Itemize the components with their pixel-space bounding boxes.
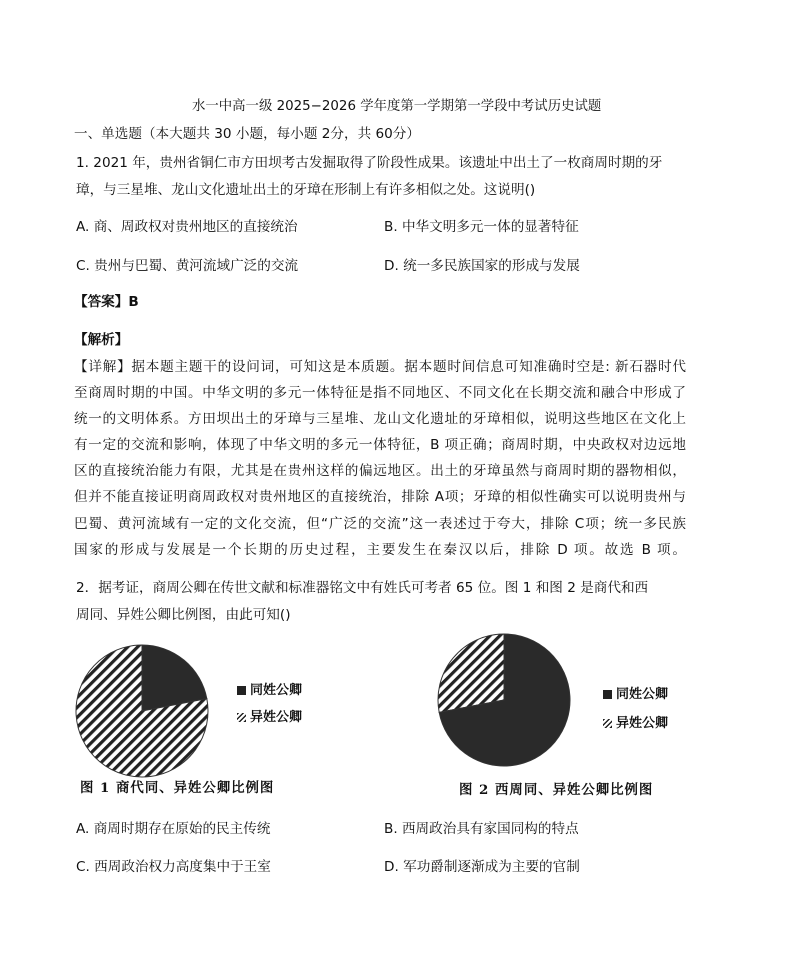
q2-option-d[interactable]: D. 军功爵制逐渐成为主要的官制 xyxy=(384,859,580,875)
q1-option-c[interactable]: C. 贵州与巴蜀、黄河流域广泛的交流 xyxy=(76,258,299,274)
figure2-legend-same-label: 同姓公卿 xyxy=(616,687,669,702)
q1-stem-line1: 1. 2021 年，贵州省铜仁市方田坝考古发掘取得了阶段性成果。该遗址中出土了一枚商周时期的牙 xyxy=(76,155,663,171)
q1-detail-line: 国家的形成与发展是一个长期的历史过程，主要发生在秦汉以后，排除 D 项。故选 B 项。 xyxy=(74,541,686,558)
q2-option-c[interactable]: C. 西周政治权力高度集中于王室 xyxy=(76,859,271,875)
figure2-legend-diff xyxy=(603,712,668,731)
q1-detail xyxy=(74,354,686,563)
figure2-legend-same xyxy=(603,683,668,702)
q2-stem-line1: 2．据考证，商周公卿在传世文献和标准器铭文中有姓氏可考者 65 位。图 1 和图 2 是商代和西 xyxy=(76,580,649,596)
figure2-caption: 图 2 西周同、异姓公卿比例图 xyxy=(459,782,654,798)
q1-detail-line: 至商周时期的中国。中华文明的多元一体特征是指不同地区、不同文化在长期交流和融合中形成了 xyxy=(74,385,686,402)
figure1-legend-diff xyxy=(237,706,302,725)
figure2-pie-chart xyxy=(434,630,574,770)
q1-option-d[interactable]: D. 统一多民族国家的形成与发展 xyxy=(384,258,580,274)
q2-option-a[interactable]: A. 商周时期存在原始的民主传统 xyxy=(76,821,271,837)
solid-square-icon xyxy=(237,686,246,695)
figure2-legend-diff-label: 异姓公卿 xyxy=(616,716,669,731)
q1-detail-line: 巴蜀、黄河流域有一定的文化交流，但“广泛的交流”这一表述过于夸大，排除 C项；统一多民族 xyxy=(74,515,686,532)
q1-option-a[interactable]: A. 商、周政权对贵州地区的直接统治 xyxy=(76,219,298,235)
q2-option-b[interactable]: B. 西周政治具有家国同构的特点 xyxy=(384,821,579,837)
q1-answer: 【答案】B xyxy=(74,294,139,310)
section-heading: 一、单选题（本大题共 30 小题，每小题 2分，共 60分） xyxy=(74,126,420,142)
pie-slice-different-surname xyxy=(438,634,504,712)
q1-detail-line: 区的直接统治能力有限，尤其是在贵州这样的偏远地区。出土的牙璋虽然与商周时期的器物相似， xyxy=(74,463,686,480)
hatched-square-icon xyxy=(603,719,612,728)
figure1-caption: 图 1 商代同、异姓公卿比例图 xyxy=(80,780,275,796)
q1-detail-line: 有一定的交流和影响，体现了中华文明的多元一体特征，B 项正确；商周时期，中央政权对边远地 xyxy=(74,437,686,454)
figure1-legend-same-label: 同姓公卿 xyxy=(250,683,303,698)
figure1-legend-diff-label: 异姓公卿 xyxy=(250,710,303,725)
q1-detail-line: 【详解】据本题主题干的设问词，可知这是本质题。据本题时间信息可知准确时空是: 新石器时代 xyxy=(74,359,686,375)
q2-stem-line2: 周同、异姓公卿比例图，由此可知() xyxy=(76,607,291,623)
solid-square-icon xyxy=(603,690,612,699)
figure1-legend-same xyxy=(237,679,302,698)
exam-title: 水一中高一级 2025−2026 学年度第一学期第一学段中考试历史试题 xyxy=(192,99,602,114)
figure1-pie-chart xyxy=(72,641,212,781)
q1-detail-line: 统一的文明体系。方田坝出土的牙璋与三星堆、龙山文化遗址的牙璋相似，说明这些地区在文化上 xyxy=(74,411,686,428)
hatched-square-icon xyxy=(237,713,246,722)
q1-stem-line2: 璋，与三星堆、龙山文化遗址出土的牙璋在形制上有许多相似之处。这说明() xyxy=(76,182,536,198)
q1-option-b[interactable]: B. 中华文明多元一体的显著特征 xyxy=(384,219,579,235)
q1-analysis-label: 【解析】 xyxy=(74,332,129,348)
q1-detail-line: 但并不能直接证明商周政权对贵州地区的直接统治，排除 A项；牙璋的相似性确实可以说明贵州与 xyxy=(74,489,686,506)
